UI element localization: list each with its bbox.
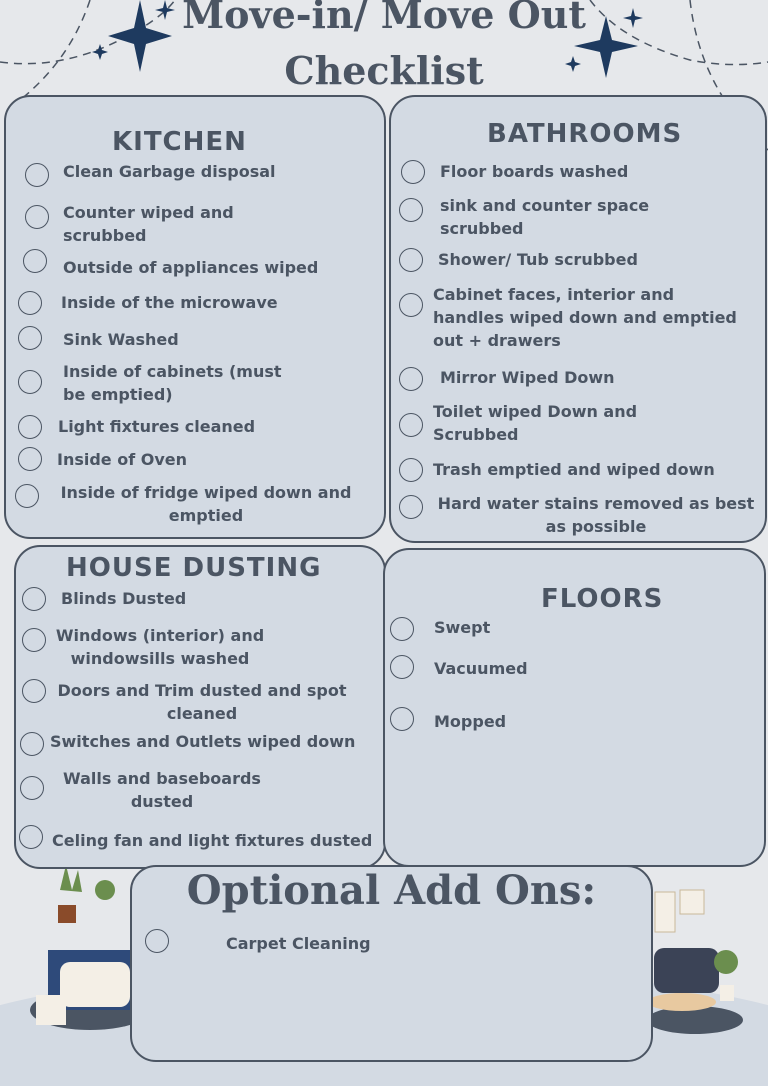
- checkbox[interactable]: [18, 370, 42, 394]
- checkbox[interactable]: [20, 732, 44, 756]
- bathrooms-item: Shower/ Tub scrubbed: [438, 250, 638, 269]
- house-dusting-item: Walls and baseboards dusted: [63, 769, 261, 811]
- kitchen-card: [4, 95, 386, 539]
- bathrooms-item: Cabinet faces, interior and handles wiped down and emptied out + drawers: [433, 285, 737, 350]
- house-dusting-card: [14, 545, 386, 869]
- checkbox[interactable]: [390, 707, 414, 731]
- page-title-line2: Checklist: [284, 48, 484, 93]
- living-room-illustration: [647, 890, 743, 1034]
- kitchen-item: Inside of cabinets (must be emptied): [63, 362, 282, 404]
- checkbox[interactable]: [22, 587, 46, 611]
- checkbox[interactable]: [23, 249, 47, 273]
- checkbox[interactable]: [390, 655, 414, 679]
- kitchen-item: Light fixtures cleaned: [58, 417, 256, 436]
- house-dusting-item: Switches and Outlets wiped down: [50, 732, 356, 751]
- kitchen-item: Counter wiped and scrubbed: [63, 203, 234, 245]
- house-dusting-item: Doors and Trim dusted and spot cleaned: [57, 681, 347, 723]
- checkbox[interactable]: [25, 163, 49, 187]
- house-dusting-item: Blinds Dusted: [61, 589, 187, 608]
- kitchen-heading: KITCHEN: [112, 127, 247, 157]
- checkbox[interactable]: [20, 776, 44, 800]
- checkbox[interactable]: [399, 367, 423, 391]
- house-dusting-heading: HOUSE DUSTING: [66, 553, 322, 583]
- addons-item: Carpet Cleaning: [226, 934, 371, 953]
- floors-item: Swept: [434, 618, 491, 637]
- checkbox[interactable]: [399, 495, 423, 519]
- bathrooms-item: Toilet wiped Down and Scrubbed: [433, 402, 638, 444]
- page-title-line1: Move-in/ Move Out: [182, 0, 586, 37]
- addons-card: [130, 865, 653, 1062]
- kitchen-item: Inside of the microwave: [61, 293, 278, 312]
- checkbox[interactable]: [399, 413, 423, 437]
- checkbox[interactable]: [18, 415, 42, 439]
- bathrooms-card: [389, 95, 767, 543]
- bathrooms-heading: BATHROOMS: [487, 119, 683, 149]
- bathrooms-item: Hard water stains removed as best as possible: [437, 494, 755, 536]
- addons-heading: Optional Add Ons:: [186, 867, 597, 914]
- checkbox[interactable]: [399, 458, 423, 482]
- kitchen-item: Outside of appliances wiped: [63, 258, 319, 277]
- checkbox[interactable]: [145, 929, 169, 953]
- bathrooms-item: Trash emptied and wiped down: [433, 460, 715, 479]
- floors-item: Mopped: [434, 712, 507, 731]
- checkbox[interactable]: [401, 160, 425, 184]
- kitchen-item: Inside of Oven: [57, 450, 188, 469]
- checkbox[interactable]: [18, 326, 42, 350]
- kitchen-item: Inside of fridge wiped down and emptied: [60, 483, 352, 525]
- bathrooms-item: Floor boards washed: [440, 162, 629, 181]
- kitchen-item: Sink Washed: [63, 330, 179, 349]
- house-dusting-item: Celing fan and light fixtures dusted: [52, 831, 373, 850]
- bathrooms-item: Mirror Wiped Down: [440, 368, 615, 387]
- floors-heading: FLOORS: [541, 584, 664, 614]
- checkbox[interactable]: [19, 825, 43, 849]
- kitchen-item: Clean Garbage disposal: [63, 162, 276, 181]
- checkbox[interactable]: [399, 293, 423, 317]
- checkbox[interactable]: [399, 248, 423, 272]
- floors-card: [383, 548, 766, 867]
- checkbox[interactable]: [18, 447, 42, 471]
- checkbox[interactable]: [25, 205, 49, 229]
- checkbox[interactable]: [15, 484, 39, 508]
- floors-item: Vacuumed: [434, 659, 528, 678]
- checkbox[interactable]: [22, 628, 46, 652]
- checkbox[interactable]: [390, 617, 414, 641]
- checkbox[interactable]: [22, 679, 46, 703]
- checkbox[interactable]: [18, 291, 42, 315]
- house-dusting-item: Windows (interior) and windowsills washed: [55, 626, 265, 668]
- bathrooms-item: sink and counter space scrubbed: [440, 196, 650, 238]
- checkbox[interactable]: [399, 198, 423, 222]
